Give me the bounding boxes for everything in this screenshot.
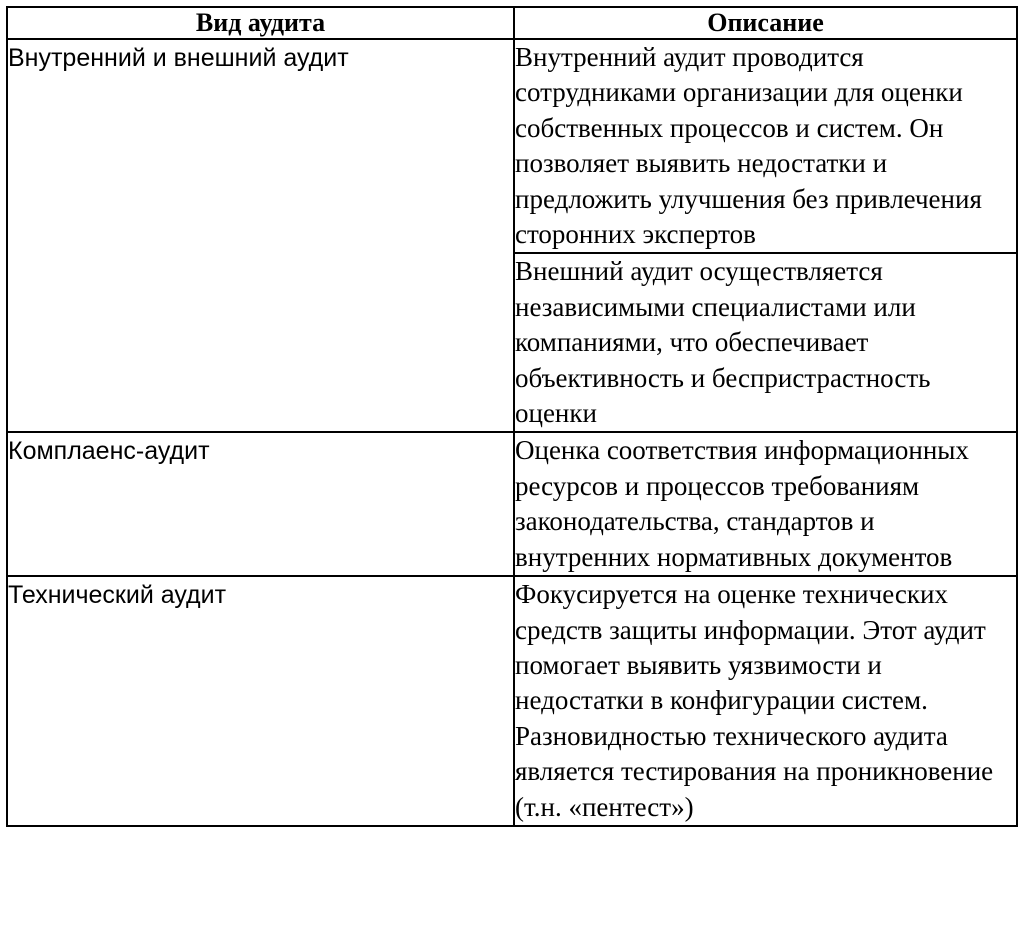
- audit-types-table: [6, 6, 1018, 827]
- audit-description-text: Внешний аудит осуществляется независимыми специалистами или компаниями, что обеспечивает объективность и беспристрастность оценки: [515, 256, 931, 429]
- table-header-row: [7, 7, 1017, 39]
- header-audit-type: Вид аудита: [7, 7, 514, 39]
- audit-description-text: Фокусируется на оценке технических средств защиты информации. Этот аудит помогает выявить уязвимости и недостатки в конфигурации систем. Разновидностью технического аудита является тестирования на проникновение (т.н. «пентест»): [515, 579, 994, 822]
- audit-type-label: Комплаенс-аудит: [8, 437, 210, 466]
- audit-type-label: Технический аудит: [8, 581, 227, 610]
- table-row: [7, 576, 1017, 826]
- table-row: [7, 432, 1017, 576]
- audit-description-text: Оценка соответствия информационных ресурсов и процессов требованиям законодательства, стандартов и внутренних нормативных документов: [515, 435, 969, 572]
- audit-type-cell: [7, 39, 514, 432]
- audit-description-text: Внутренний аудит проводится сотрудниками организации для оценки собственных процессов и систем. Он позволяет выявить недостатки и предложить улучшения без привлечения сторонних экспертов: [515, 42, 982, 250]
- audit-type-label: Внутренний и внешний аудит: [8, 44, 349, 72]
- audit-description-cell: [514, 253, 1017, 432]
- audit-description-cell: [514, 432, 1017, 576]
- audit-description-cell: [514, 576, 1017, 826]
- header-description: Описание: [514, 7, 1017, 39]
- table-row: [7, 39, 1017, 253]
- audit-description-cell: [514, 39, 1017, 253]
- audit-type-cell: [7, 432, 514, 576]
- audit-type-cell: [7, 576, 514, 826]
